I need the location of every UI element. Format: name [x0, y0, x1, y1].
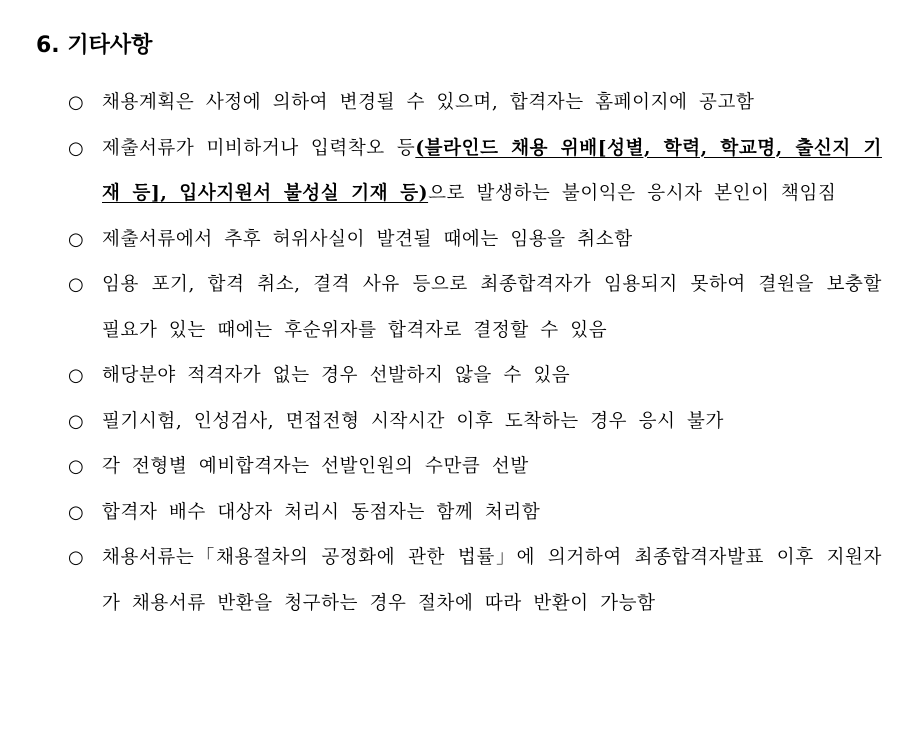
bullet-circle-icon: ○	[68, 547, 84, 568]
list-item	[36, 353, 886, 399]
bullet-circle-icon: ○	[68, 92, 84, 113]
item-text: 필기시험, 인성검사, 면접전형 시작시간 이후 도착하는 경우 응시 불가	[102, 410, 724, 432]
bullet-circle-icon: ○	[68, 456, 84, 477]
item-text: 채용계획은 사정에 의하여 변경될 수 있으며, 합격자는 홈페이지에 공고함	[102, 92, 755, 113]
item-text: 제출서류에서 추후 허위사실이 발견될 때에는 임용을 취소함	[102, 228, 633, 250]
item-text-emphasis: (블라인드 채용 위배[성별, 학력, 학교명, 출신지 기재 등], 입사지원서 불성실 기재 등)	[102, 137, 882, 204]
item-text: 합격자 배수 대상자 처리시 동점자는 함께 처리함	[102, 501, 541, 523]
list-item	[36, 535, 886, 626]
item-text-after: 으로 발생하는 불이익은 응시자 본인이 책임짐	[428, 183, 837, 204]
item-text-before: 제출서류가 미비하거나 입력착오 등	[102, 137, 416, 159]
list-item	[36, 490, 886, 536]
item-text	[102, 126, 886, 217]
list-item	[36, 80, 886, 126]
list-item	[36, 444, 886, 490]
bullet-circle-icon: ○	[68, 228, 84, 250]
item-text: 채용서류는「채용절차의 공정화에 관한 법률」에 의거하여 최종합격자발표 이후 지원자가 채용서류 반환을 청구하는 경우 절차에 따라 반환이 가능함	[102, 547, 882, 614]
list-item	[36, 217, 886, 263]
bullet-circle-icon: ○	[68, 410, 84, 432]
notes-list	[36, 80, 886, 626]
section-title: 6. 기타사항	[36, 33, 153, 58]
bullet-circle-icon: ○	[68, 365, 84, 386]
list-item	[36, 126, 886, 217]
bullet-circle-icon: ○	[68, 137, 84, 159]
item-text: 임용 포기, 합격 취소, 결격 사유 등으로 최종합격자가 임용되지 못하여 결원을 보충할 필요가 있는 때에는 후순위자를 합격자로 결정할 수 있음	[102, 274, 882, 341]
list-item	[36, 262, 886, 353]
item-text: 각 전형별 예비합격자는 선발인원의 수만큼 선발	[102, 456, 529, 477]
bullet-circle-icon: ○	[68, 274, 84, 295]
item-text: 해당분야 적격자가 없는 경우 선발하지 않을 수 있음	[102, 365, 571, 386]
list-item	[36, 399, 886, 445]
bullet-circle-icon: ○	[68, 501, 84, 523]
